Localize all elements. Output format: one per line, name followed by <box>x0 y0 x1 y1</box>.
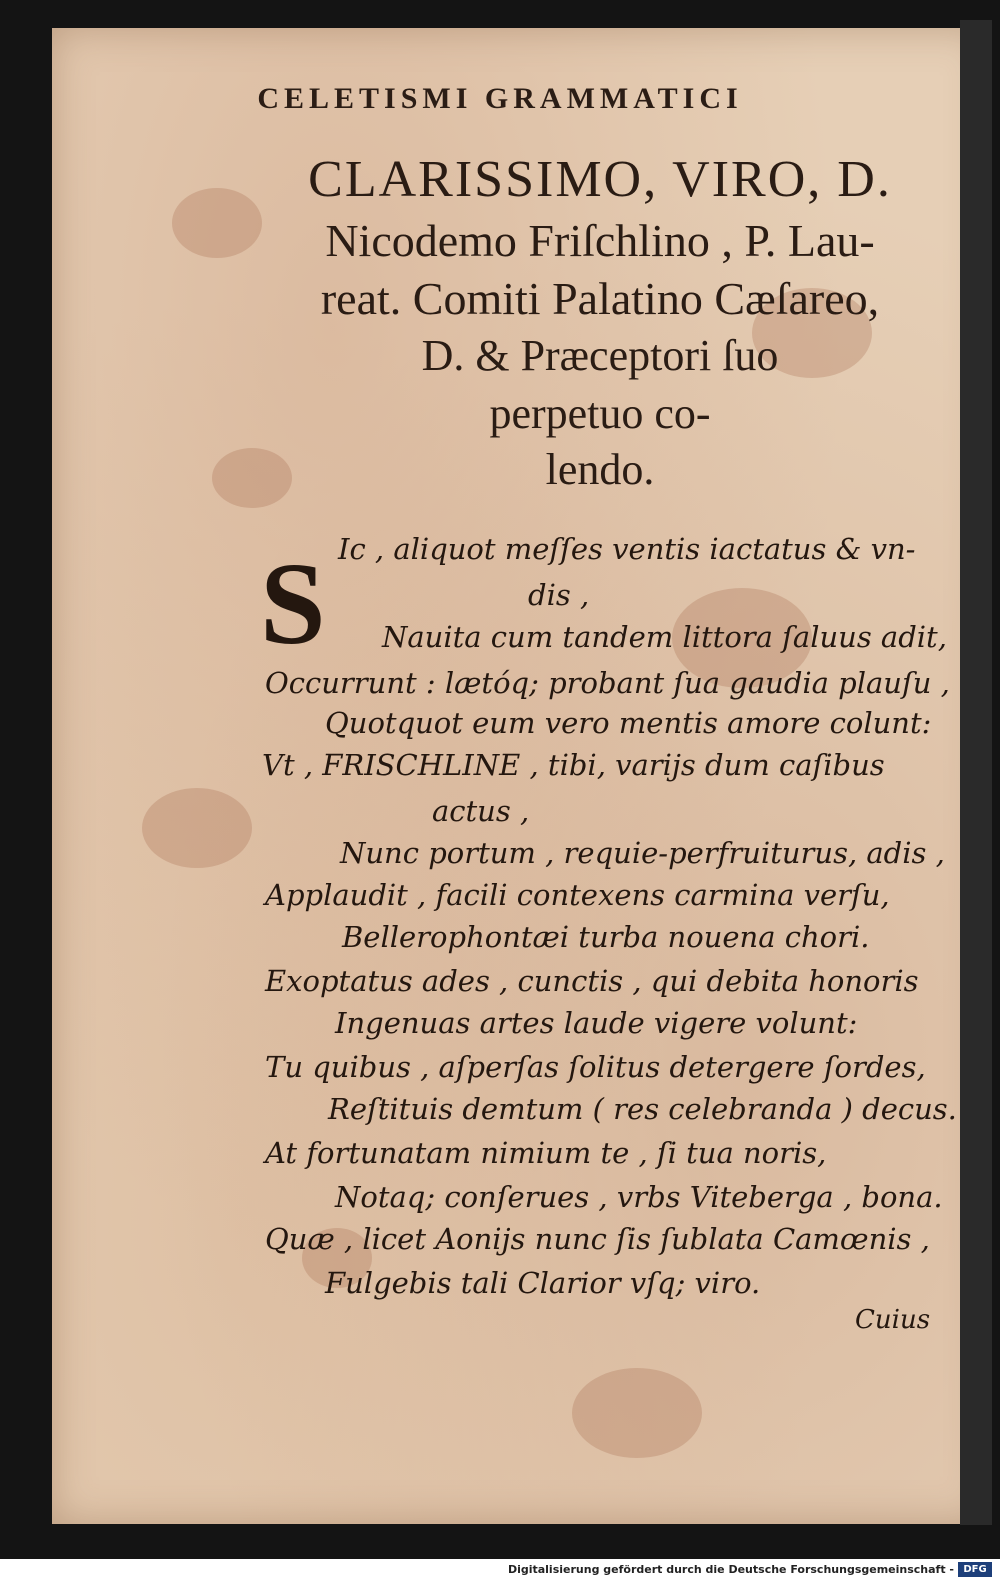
drop-cap: S <box>260 538 326 669</box>
stain <box>142 788 252 868</box>
poem-line: Ic , aliquot meſſes ventis iactatus & vn- <box>338 532 916 566</box>
dedication-line: reat. Comiti Palatino Cæſareo, <box>320 273 880 324</box>
footer-bar <box>0 1559 1000 1581</box>
dedication-line: lendo. <box>545 445 655 494</box>
stain <box>572 1368 702 1458</box>
poem-line: Bellerophontæi turba nouena chori. <box>342 920 870 954</box>
funding-notice: Digitalisierung gefördert durch die Deutsche Forschungsgemeinschaft - <box>507 1563 954 1576</box>
dedication-line: Nicodemo Friſchlino , P. Lau- <box>325 215 875 266</box>
poem-line: Quotquot eum vero mentis amore colunt: <box>325 706 932 740</box>
poem-line: Tu quibus , aſperſas ſolitus detergere ſordes, <box>265 1050 926 1084</box>
page-edge <box>960 20 992 1525</box>
catchword: Cuius <box>855 1305 931 1335</box>
poem-line: Applaudit , facili contexens carmina verſu, <box>265 878 890 912</box>
poem-line: Fulgebis tali Clarior vſq; viro. <box>325 1266 761 1300</box>
poem-line: Exoptatus ades , cunctis , qui debita honoris <box>265 964 919 998</box>
stain <box>172 188 262 258</box>
dedication-line: CLARISSIMO, VIRO, D. <box>308 151 892 208</box>
poem-line: Nauita cum tandem littora ſaluus adit, <box>382 620 947 654</box>
poem-line: Ingenuas artes laude vigere volunt: <box>335 1006 858 1040</box>
dedication-line: D. & Præceptori ſuo <box>421 331 779 380</box>
poem-line: actus , <box>432 794 530 828</box>
running-head: CELETISMI GRAMMATICI <box>257 82 743 115</box>
poem-line: Notaq; conſerues , vrbs Viteberga , bona. <box>335 1180 943 1214</box>
dedication-line: perpetuo co- <box>489 389 711 438</box>
poem-line: At fortunatam nimium te , ſi tua noris, <box>265 1136 827 1170</box>
dedication-block <box>250 150 950 494</box>
poem-line: Vt , FRISCHLINE , tibi, varijs dum caſibus <box>262 748 885 782</box>
poem-line: Nunc portum , requie-perfruiturus, adis , <box>340 836 945 870</box>
poem-line: Quæ , licet Aonijs nunc ſis ſublata Camœnis , <box>265 1222 930 1256</box>
dfg-logo: DFG <box>958 1562 992 1577</box>
poem-line: Reſtituis demtum ( res celebranda ) decus. <box>328 1092 957 1126</box>
poem-line: Occurrunt : lætóq; probant ſua gaudia plauſu , <box>265 666 950 700</box>
poem-line: dis , <box>528 578 590 612</box>
